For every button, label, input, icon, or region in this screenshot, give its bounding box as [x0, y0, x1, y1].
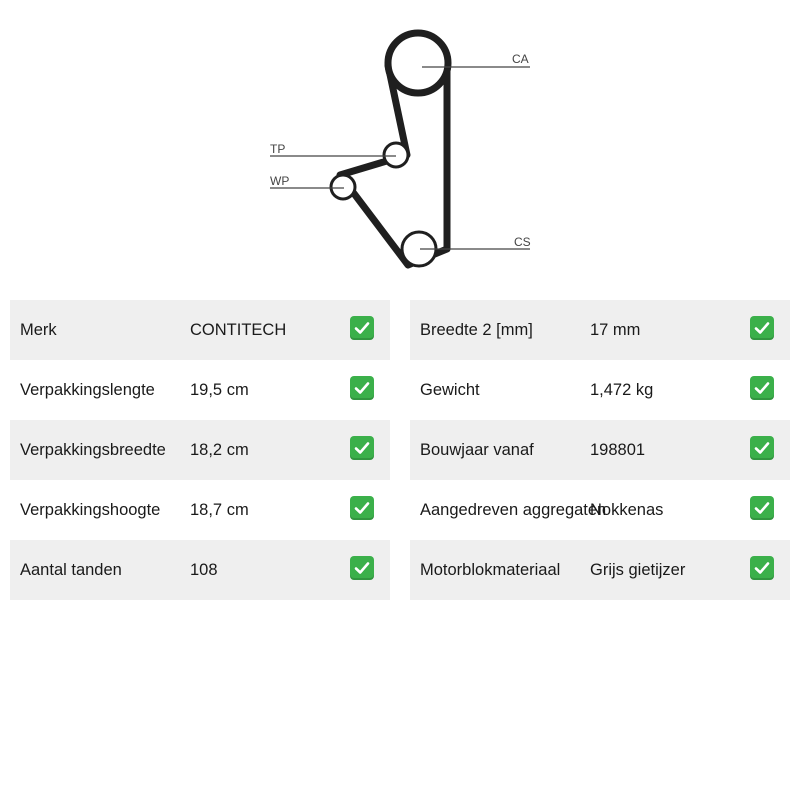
spec-label: Verpakkingshoogte: [20, 501, 161, 519]
spec-label: Verpakkingsbreedte: [20, 441, 166, 459]
spec-value: Grijs gietijzer: [590, 561, 686, 579]
spec-value: 18,7 cm: [190, 501, 249, 519]
spec-row: [10, 480, 390, 540]
check-icon: [350, 376, 374, 400]
check-icon: [750, 556, 774, 580]
spec-row: [410, 300, 790, 360]
timing-belt-diagram: [260, 25, 540, 275]
spec-row: [410, 480, 790, 540]
spec-row: [10, 360, 390, 420]
check-icon: [750, 316, 774, 340]
label-tp: TP: [270, 142, 286, 156]
spec-label: Motorblokmateriaal: [420, 561, 561, 579]
spec-value: Nokkenas: [590, 501, 664, 519]
spec-value: 18,2 cm: [190, 441, 249, 459]
spec-value: 1,472 kg: [590, 381, 654, 399]
spec-value: CONTITECH: [190, 321, 287, 339]
check-icon: [350, 496, 374, 520]
spec-row: [10, 540, 390, 600]
spec-label: Aangedreven aggregaten: [420, 501, 607, 519]
check-icon: [750, 436, 774, 460]
spec-label: Verpakkingslengte: [20, 381, 155, 399]
belt-routing-svg: [260, 25, 540, 275]
spec-label: Gewicht: [420, 381, 480, 399]
spec-table-right: [410, 300, 790, 600]
check-icon: [750, 376, 774, 400]
spec-label: Breedte 2 [mm]: [420, 321, 533, 339]
label-wp: WP: [270, 174, 290, 188]
label-cs: CS: [514, 235, 531, 249]
check-icon: [350, 556, 374, 580]
spec-row: [10, 420, 390, 480]
label-ca: CA: [512, 52, 529, 66]
spec-table-left: [10, 300, 390, 600]
spec-row: [410, 420, 790, 480]
tensioner-pulley: [384, 143, 408, 167]
spec-row: [10, 300, 390, 360]
spec-value: 17 mm: [590, 321, 641, 339]
spec-label: Aantal tanden: [20, 561, 122, 579]
spec-row: [410, 360, 790, 420]
spec-value: 108: [190, 561, 218, 579]
check-icon: [750, 496, 774, 520]
spec-row: [410, 540, 790, 600]
spec-value: 198801: [590, 441, 646, 459]
check-icon: [350, 436, 374, 460]
check-icon: [350, 316, 374, 340]
spec-value: 19,5 cm: [190, 381, 249, 399]
water-pump-pulley: [331, 175, 355, 199]
spec-label: Merk: [20, 321, 57, 339]
camshaft-pulley: [388, 33, 448, 93]
spec-label: Bouwjaar vanaf: [420, 441, 534, 459]
